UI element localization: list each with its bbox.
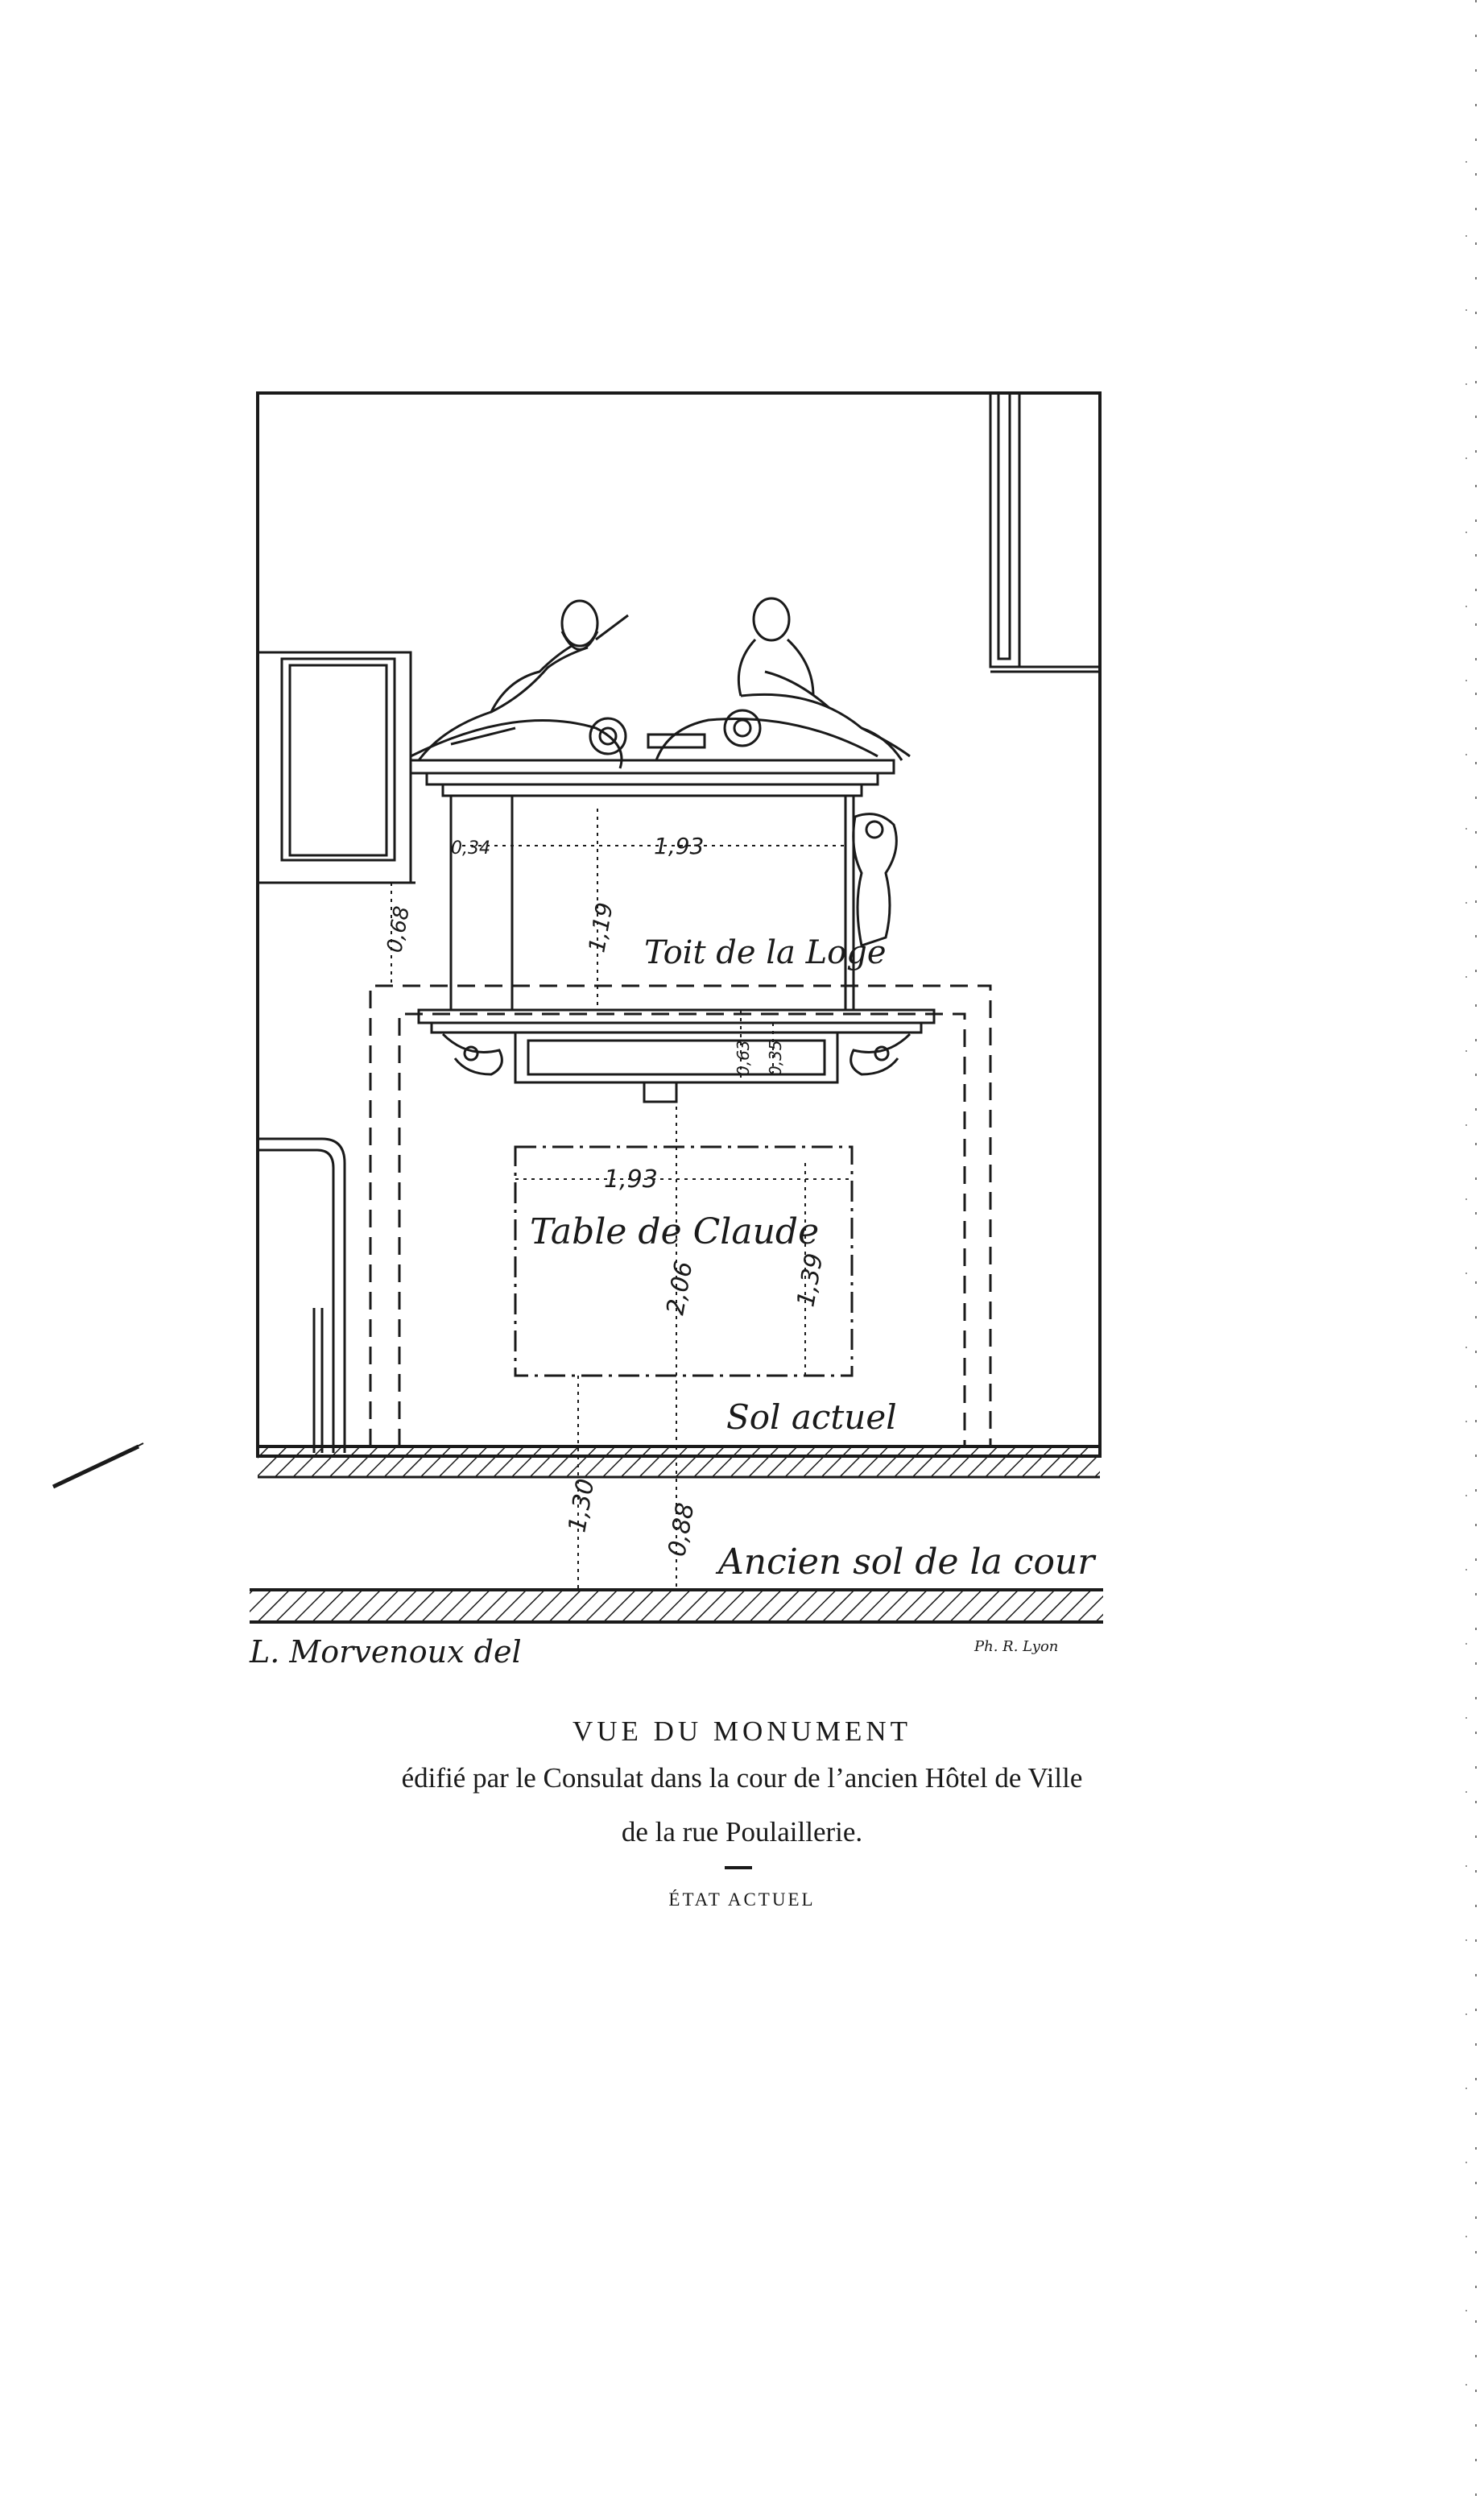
label-sol-actuel: Sol actuel: [726, 1397, 897, 1437]
pen-stroke-mark: [50, 1442, 147, 1490]
caption-line2: de la rue Poulaillerie.: [621, 1816, 863, 1848]
label-toit: Toit de la Loge: [644, 934, 887, 971]
ground-old: [250, 1590, 1103, 1622]
label-table: Table de Claude: [530, 1211, 820, 1252]
dim-193-table: 1,93: [604, 1165, 658, 1194]
caption-title: VUE DU MONUMENT: [572, 1715, 912, 1747]
left-window: [258, 652, 415, 883]
dim-193-top: 1,93: [654, 833, 705, 859]
upper-entablature: [411, 760, 896, 1010]
lower-cornice: [419, 1010, 934, 1102]
dim-063: 0,63: [734, 1040, 753, 1076]
left-door: [258, 1139, 345, 1453]
right-window: [990, 393, 1100, 672]
caption-state: ÉTAT ACTUEL: [668, 1889, 816, 1910]
pediment-sculpture: [411, 598, 910, 768]
dim-088: 0,88: [663, 1500, 701, 1559]
dim-139: 1,39: [792, 1251, 829, 1310]
caption-line1: édifié par le Consulat dans la cour de l’ancien Hôtel de Ville: [401, 1762, 1083, 1794]
engraving-plate: [250, 390, 1103, 1670]
dim-035: 0,35: [766, 1040, 785, 1076]
dim-119: 1,19: [583, 900, 618, 955]
caption-rule: [725, 1866, 752, 1869]
signature-left: L. Morvenoux del: [250, 1634, 522, 1670]
signature-right: Ph. R. Lyon: [974, 1638, 1059, 1655]
dim-206: 2,06: [661, 1259, 699, 1318]
monument-drawing: [250, 390, 1103, 1670]
ground-current: [258, 1446, 1100, 1477]
label-ancien-sol: Ancien sol de la cour: [718, 1542, 1095, 1583]
page-edge-speckle: [1452, 0, 1484, 2512]
dim-068: 0,68: [382, 904, 415, 955]
dim-034: 0,34: [451, 838, 490, 859]
dim-130: 1,30: [563, 1476, 601, 1535]
